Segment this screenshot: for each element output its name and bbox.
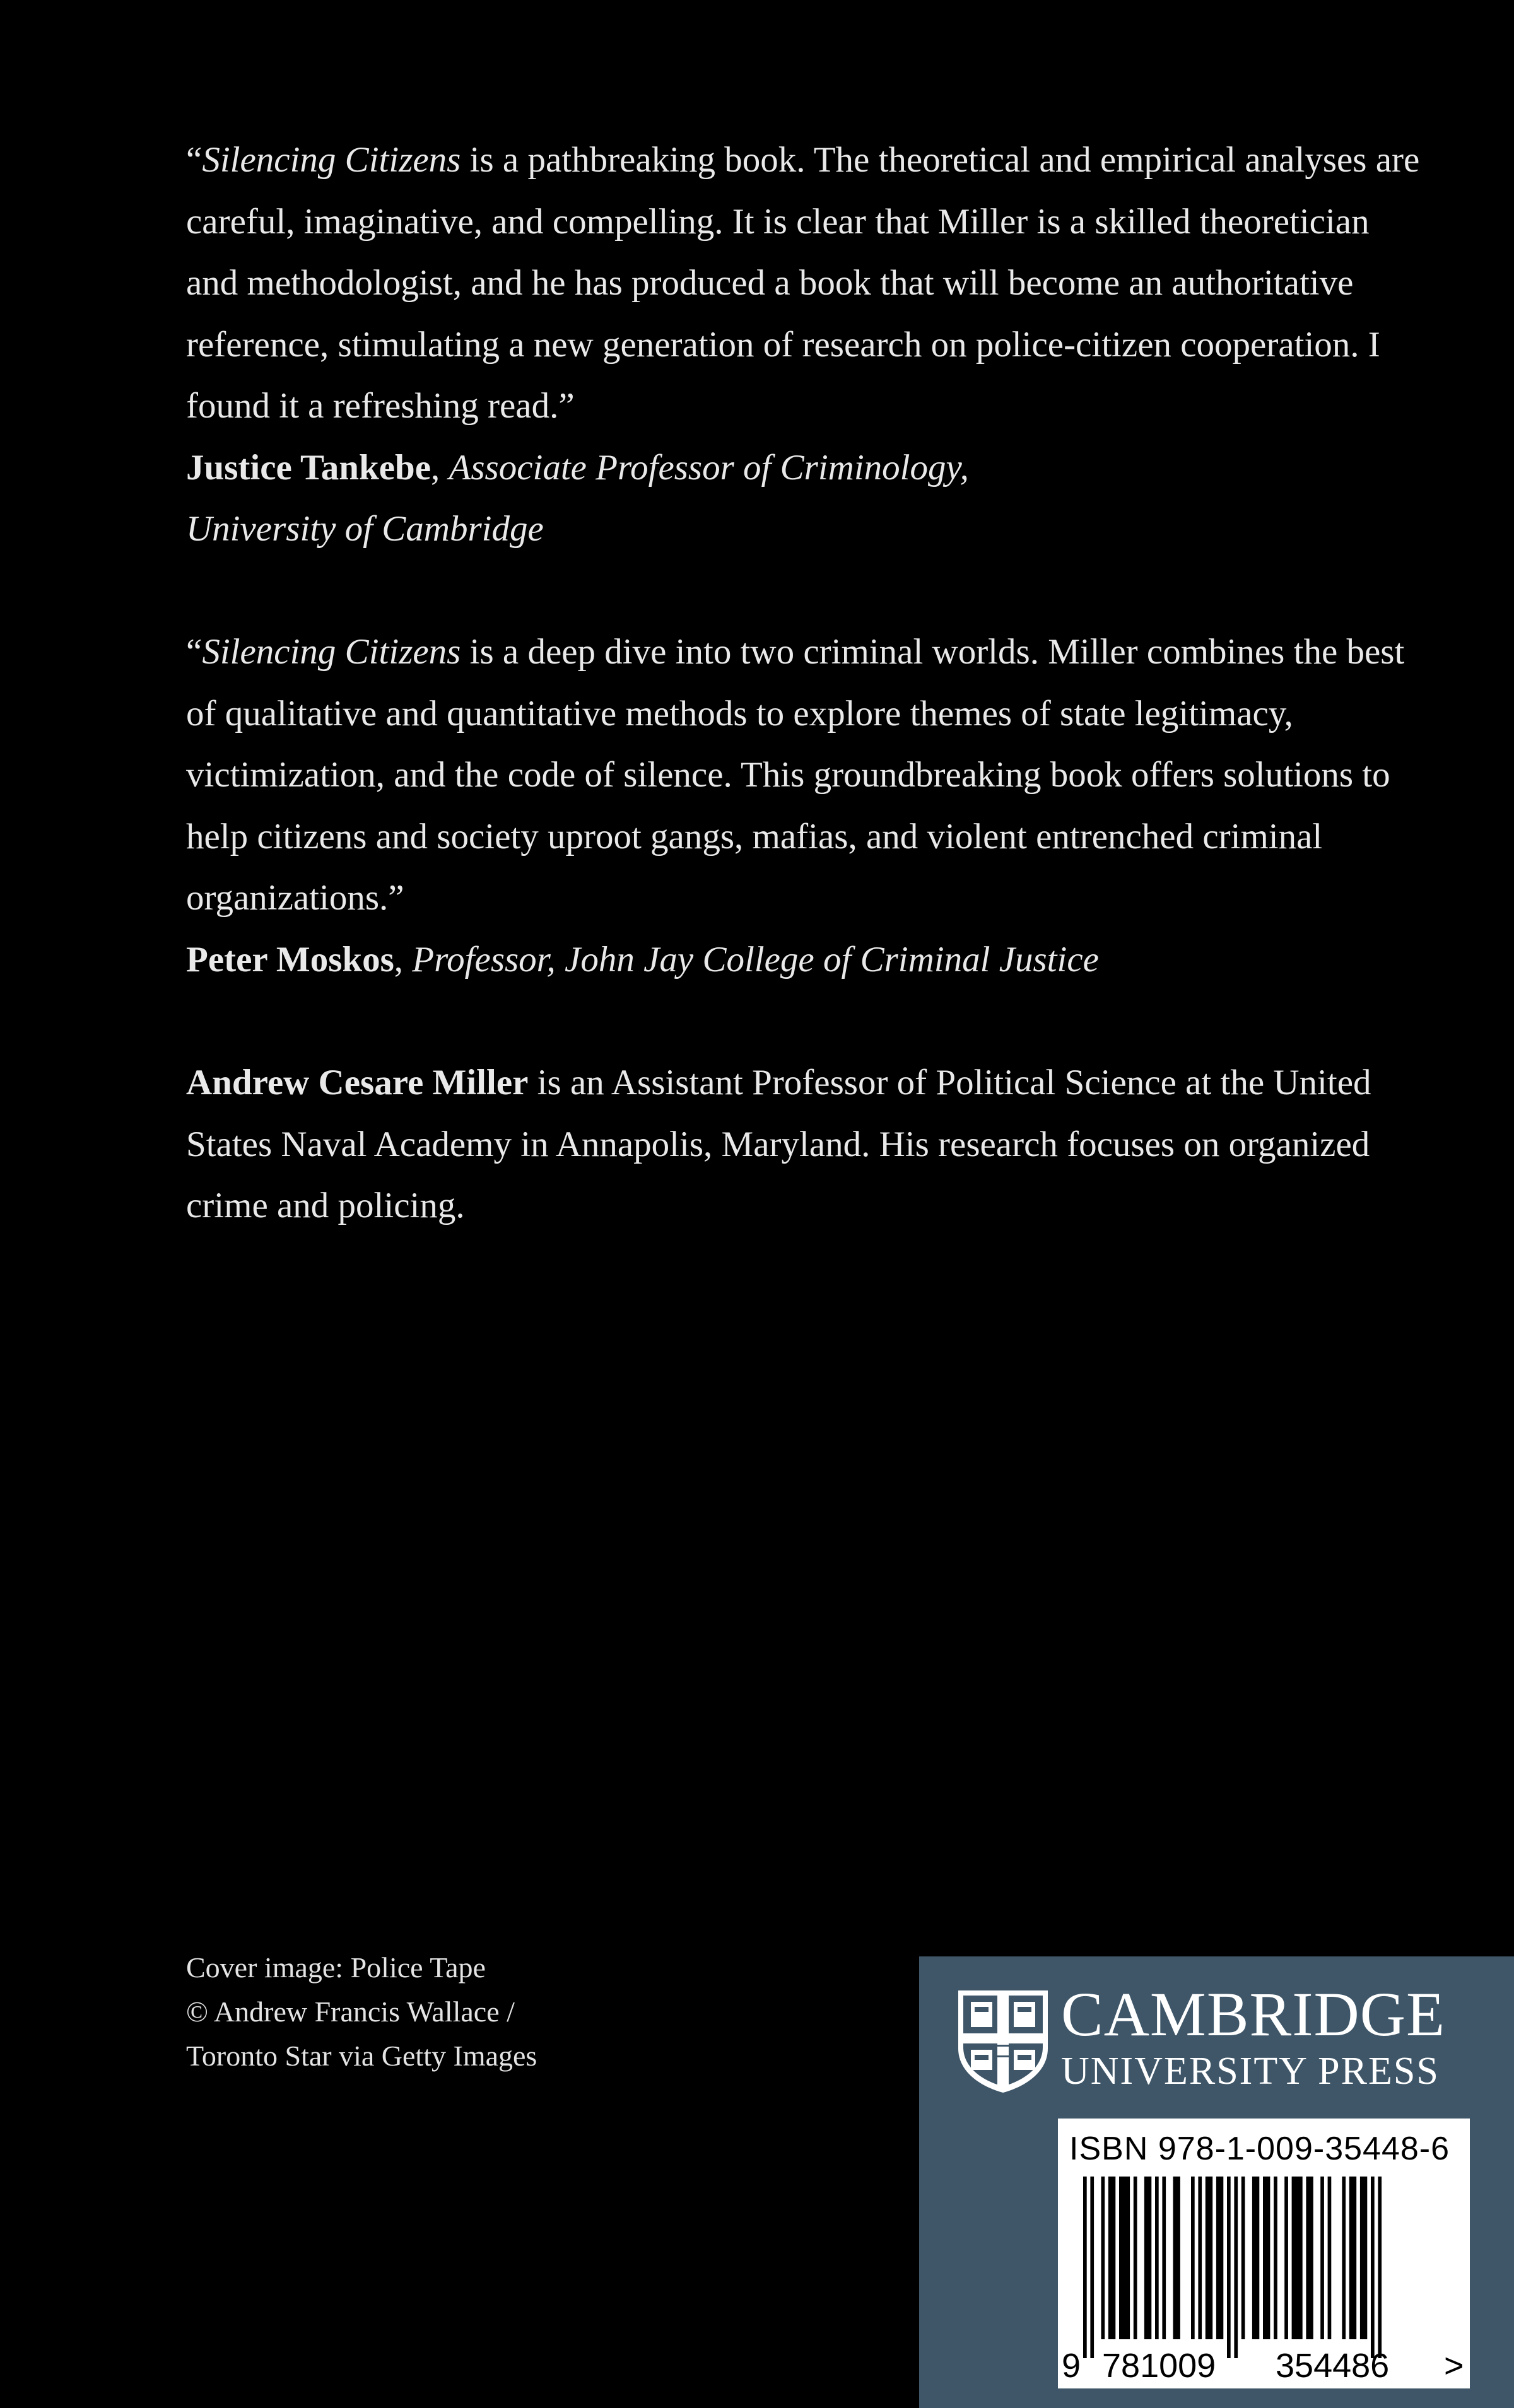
review-2-reviewer-name: Peter Moskos bbox=[186, 939, 394, 979]
barcode-bar bbox=[1378, 2177, 1382, 2358]
review-1-attribution bbox=[186, 437, 1423, 499]
review-1-text: is a pathbreaking book. The theoretical and empirical analyses are careful, imaginative, and compelling. It is clear that Miller is a skilled theoretician and methodologist, and he has produced a book that will become an authoritative reference, stimulating a new generation of research on police-citizen cooperation. I found it a refreshing read.” bbox=[186, 140, 1420, 426]
barcode-bar bbox=[1342, 2177, 1346, 2339]
review-2-book-title: Silencing Citizens bbox=[202, 632, 461, 672]
review-1-reviewer-institution: University of Cambridge bbox=[186, 509, 544, 549]
barcode-bar bbox=[1162, 2177, 1166, 2339]
publisher-name-line-2: UNIVERSITY PRESS bbox=[1061, 2050, 1440, 2093]
cover-image-credit bbox=[186, 1946, 754, 2078]
barcode-bar bbox=[1360, 2177, 1367, 2339]
author-bio bbox=[186, 1052, 1423, 1237]
barcode-bar bbox=[1263, 2177, 1270, 2339]
barcode-bar bbox=[1252, 2177, 1259, 2339]
review-1-reviewer-name: Justice Tankebe bbox=[186, 447, 431, 488]
review-1-body bbox=[186, 129, 1423, 437]
barcode-trailing-mark: > bbox=[1444, 2347, 1464, 2385]
barcode-bar bbox=[1227, 2177, 1231, 2358]
barcode-bar bbox=[1134, 2177, 1137, 2339]
author-name: Andrew Cesare Miller bbox=[186, 1063, 529, 1102]
isbn-label: ISBN 978-1-009-35448-6 bbox=[1069, 2130, 1450, 2167]
review-2-text: is a deep dive into two criminal worlds. Miller combines the best of qualitative and quantitative methods to explore themes of state legitimacy, victimization, and the code of silence. This groundbreaking book offers solutions to help citizens and society uproot gangs, mafias, and violent entrenched criminal organizations.” bbox=[186, 632, 1405, 918]
barcode-bar bbox=[1284, 2177, 1288, 2339]
barcode-bar bbox=[1144, 2177, 1151, 2339]
barcode-bar bbox=[1191, 2177, 1195, 2339]
review-2 bbox=[186, 621, 1423, 990]
barcode-bar bbox=[1292, 2177, 1303, 2339]
cambridge-crest-icon bbox=[956, 1988, 1050, 2094]
barcode-bar bbox=[1328, 2177, 1332, 2339]
isbn-barcode bbox=[1058, 2119, 1470, 2388]
barcode-bar bbox=[1090, 2177, 1094, 2358]
barcode-bar bbox=[1206, 2177, 1212, 2339]
review-1 bbox=[186, 129, 1423, 560]
author-bio-body bbox=[186, 1052, 1423, 1237]
barcode-bar bbox=[1216, 2177, 1223, 2339]
review-1-book-title: Silencing Citizens bbox=[202, 140, 461, 180]
cover-credit-line-2: © Andrew Francis Wallace / bbox=[186, 1996, 515, 2028]
barcode-bar bbox=[1155, 2177, 1159, 2339]
barcode-bar bbox=[1101, 2177, 1105, 2339]
publisher-panel bbox=[919, 1956, 1514, 2408]
barcode-lead-digit: 9 bbox=[1062, 2347, 1081, 2385]
barcode-bar bbox=[1119, 2177, 1130, 2339]
barcode-bar bbox=[1108, 2177, 1115, 2339]
review-1-open-quote: “ bbox=[186, 140, 202, 180]
barcode-left-digits: 781009 bbox=[1102, 2347, 1216, 2385]
barcode-bar bbox=[1241, 2177, 1245, 2339]
barcode-bar bbox=[1320, 2177, 1324, 2339]
barcode-bar bbox=[1274, 2177, 1277, 2339]
publisher-name bbox=[1061, 1979, 1446, 2096]
barcode-bar bbox=[1083, 2177, 1087, 2358]
review-2-reviewer-affiliation: Professor, John Jay College of Criminal Justice bbox=[412, 939, 1099, 979]
review-2-separator: , bbox=[394, 939, 413, 979]
cover-credit-line-3: Toronto Star via Getty Images bbox=[186, 2040, 537, 2072]
review-1-comma: , bbox=[431, 447, 449, 488]
cover-credit-line-1: Cover image: Police Tape bbox=[186, 1951, 486, 1984]
barcode-bar bbox=[1349, 2177, 1356, 2339]
barcode-bar bbox=[1173, 2177, 1180, 2339]
barcode-bar bbox=[1371, 2177, 1375, 2358]
barcode-right-digits: 354486 bbox=[1276, 2347, 1390, 2385]
author-bio-text: is an Assistant Professor of Political Science at the United States Naval Academy in Annapolis, Maryland. His research focuses on organized crime and policing. bbox=[186, 1063, 1371, 1225]
barcode-bar bbox=[1234, 2177, 1238, 2358]
review-2-open-quote: “ bbox=[186, 632, 202, 672]
review-1-reviewer-affiliation: Associate Professor of Criminology, bbox=[449, 447, 969, 488]
review-2-body bbox=[186, 621, 1423, 929]
review-2-attribution bbox=[186, 929, 1423, 991]
publisher-name-line-1: CAMBRIDGE bbox=[1061, 1979, 1446, 2049]
barcode-bar bbox=[1198, 2177, 1202, 2339]
barcode-bar bbox=[1306, 2177, 1313, 2339]
